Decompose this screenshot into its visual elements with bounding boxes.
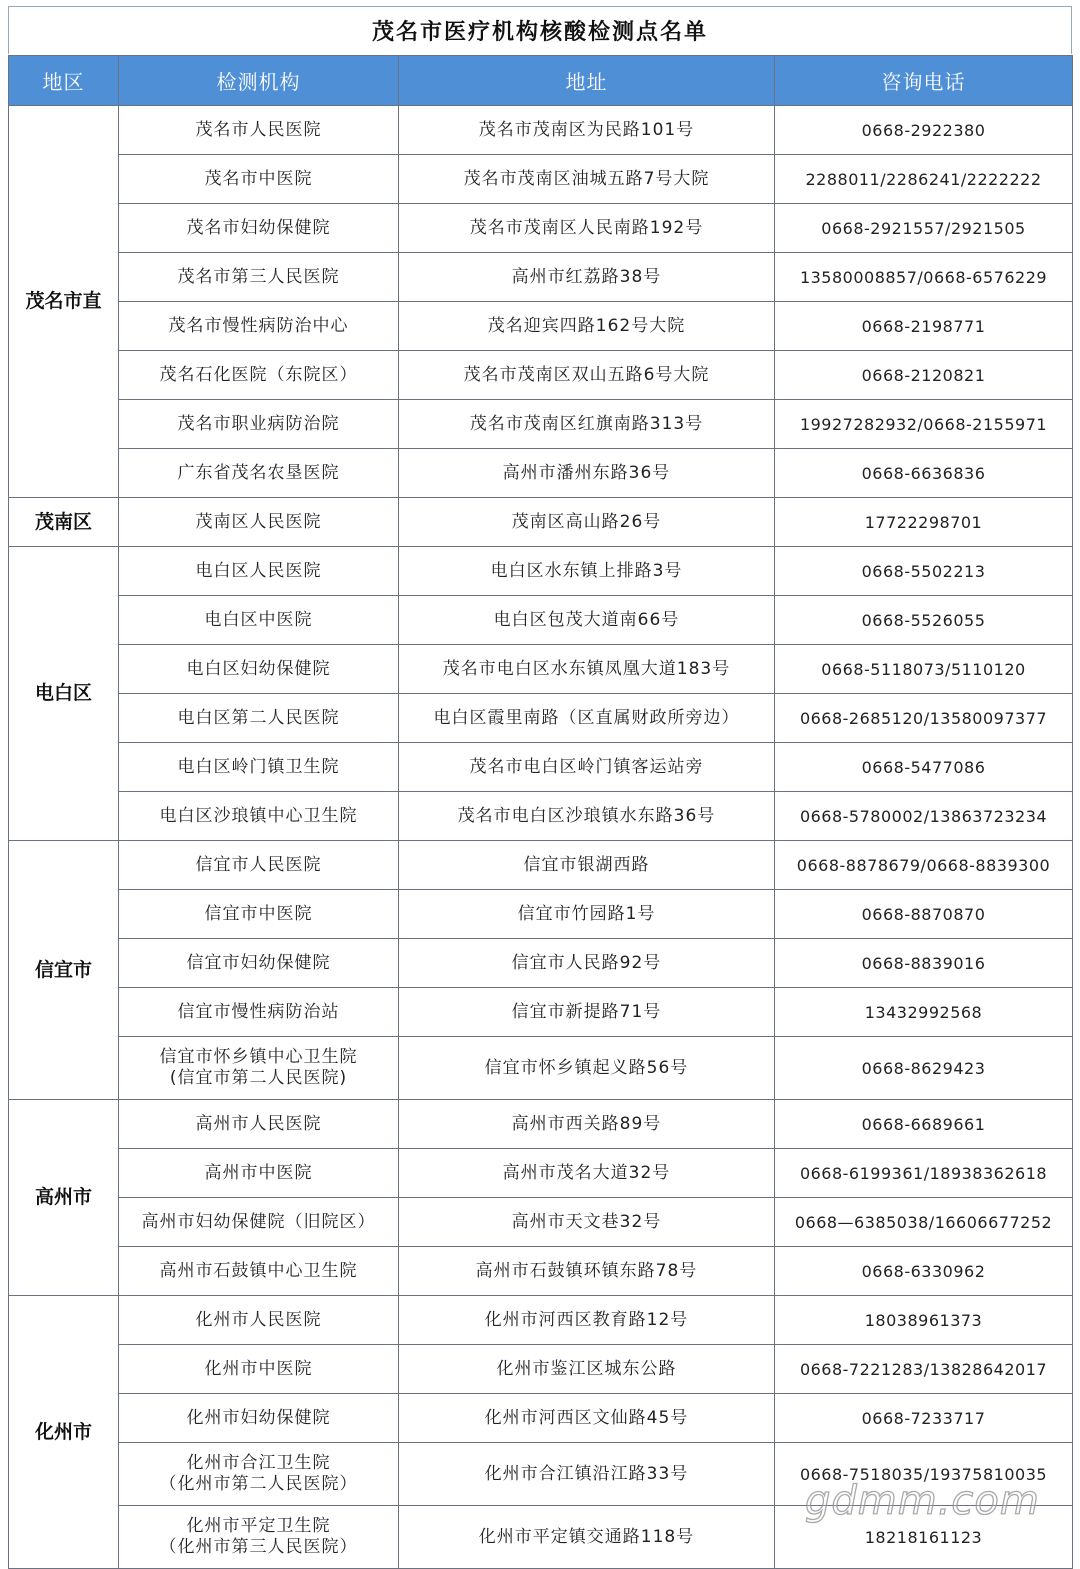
table-row (9, 792, 1073, 841)
address-cell: 茂名市茂南区双山五路6号大院 (399, 351, 775, 400)
phone-cell: 0668-5477086 (775, 743, 1073, 792)
phone-cell: 0668-2685120/13580097377 (775, 694, 1073, 743)
phone-cell: 0668-5502213 (775, 547, 1073, 596)
phone-cell: 18218161123 (775, 1506, 1073, 1569)
table-row (9, 596, 1073, 645)
table-row (9, 449, 1073, 498)
table-row (9, 400, 1073, 449)
table-row (9, 302, 1073, 351)
phone-cell: 18038961373 (775, 1296, 1073, 1345)
phone-cell: 0668—6385038/16606677252 (775, 1198, 1073, 1247)
address-cell: 茂名市茂南区红旗南路313号 (399, 400, 775, 449)
institution-name-line: 信宜市中医院 (204, 903, 313, 924)
institution-cell (119, 1247, 399, 1296)
table-row (9, 1037, 1073, 1100)
institution-name-line: 高州市中医院 (204, 1162, 313, 1183)
phone-cell: 0668-8878679/0668-8839300 (775, 841, 1073, 890)
address-cell: 高州市潘州东路36号 (399, 449, 775, 498)
institution-cell (119, 1296, 399, 1345)
address-cell: 化州市平定镇交通路118号 (399, 1506, 775, 1569)
institution-name-line: 信宜市妇幼保健院 (186, 952, 331, 973)
phone-cell: 0668-8870870 (775, 890, 1073, 939)
institution-cell (119, 253, 399, 302)
institution-name-line: 信宜市慢性病防治站 (177, 1001, 340, 1022)
table-body (9, 106, 1073, 1569)
table-row (9, 743, 1073, 792)
phone-cell: 0668-7518035/19375810035 (775, 1443, 1073, 1506)
address-cell: 高州市茂名大道32号 (399, 1149, 775, 1198)
phone-cell: 0668-5526055 (775, 596, 1073, 645)
region-cell: 信宜市 (9, 841, 119, 1100)
institution-cell (119, 841, 399, 890)
institution-cell (119, 351, 399, 400)
institution-cell (119, 1198, 399, 1247)
address-cell: 信宜市竹园路1号 (399, 890, 775, 939)
phone-cell: 0668-7221283/13828642017 (775, 1345, 1073, 1394)
institution-name-line: 茂南区人民医院 (195, 511, 322, 532)
table-row (9, 351, 1073, 400)
region-cell: 高州市 (9, 1100, 119, 1296)
institution-name-line: 茂名市人民医院 (195, 119, 322, 140)
institution-name-line: (信宜市第二人民医院) (169, 1068, 348, 1088)
institution-cell (119, 1394, 399, 1443)
institution-name-line: 广东省茂名农垦医院 (177, 462, 340, 483)
institution-cell (119, 547, 399, 596)
header-phone: 咨询电话 (775, 56, 1073, 106)
table-row (9, 645, 1073, 694)
institution-name-line: 化州市人民医院 (195, 1309, 322, 1330)
table-row (9, 890, 1073, 939)
watermark-logo: gdmm.com (805, 1478, 1040, 1524)
institution-cell (119, 449, 399, 498)
region-cell: 电白区 (9, 547, 119, 841)
phone-cell: 0668-2922380 (775, 106, 1073, 155)
institution-cell (119, 1100, 399, 1149)
phone-cell: 0668-8839016 (775, 939, 1073, 988)
page-title: 茂名市医疗机构核酸检测点名单 (8, 6, 1072, 54)
institution-name-line: 茂名市中医院 (204, 168, 313, 189)
institution-name-line: 电白区沙琅镇中心卫生院 (159, 805, 358, 826)
address-cell: 电白区包茂大道南66号 (399, 596, 775, 645)
table-row (9, 988, 1073, 1037)
address-cell: 茂名市茂南区为民路101号 (399, 106, 775, 155)
table-row (9, 498, 1073, 547)
address-cell: 化州市河西区文仙路45号 (399, 1394, 775, 1443)
institution-name-line: 茂名石化医院（东院区） (159, 364, 358, 385)
table-row (9, 939, 1073, 988)
address-cell: 茂名市茂南区油城五路7号大院 (399, 155, 775, 204)
table-row (9, 155, 1073, 204)
phone-cell: 19927282932/0668-2155971 (775, 400, 1073, 449)
institution-name-line: （化州市第二人民医院） (159, 1474, 358, 1494)
phone-cell: 0668-6199361/18938362618 (775, 1149, 1073, 1198)
institution-name-line: 化州市中医院 (204, 1358, 313, 1379)
institution-name-line: 茂名市慢性病防治中心 (168, 315, 349, 336)
institution-name-line: 信宜市人民医院 (195, 854, 322, 875)
institution-cell (119, 1345, 399, 1394)
region-cell: 化州市 (9, 1296, 119, 1569)
institution-cell (119, 400, 399, 449)
institution-cell (119, 792, 399, 841)
region-cell: 茂南区 (9, 498, 119, 547)
phone-cell: 2288011/2286241/2222222 (775, 155, 1073, 204)
institution-name-line: 信宜市怀乡镇中心卫生院 (159, 1047, 358, 1067)
phone-cell: 0668-8629423 (775, 1037, 1073, 1100)
institution-name-line: 高州市妇幼保健院（旧院区） (141, 1211, 376, 1232)
table-row (9, 204, 1073, 253)
phone-cell: 0668-6636836 (775, 449, 1073, 498)
address-cell: 茂南区高山路26号 (399, 498, 775, 547)
phone-cell: 13580008857/0668-6576229 (775, 253, 1073, 302)
institution-name-line: 电白区人民医院 (195, 560, 322, 581)
address-cell: 茂名市电白区沙琅镇水东路36号 (399, 792, 775, 841)
phone-cell: 13432992568 (775, 988, 1073, 1037)
institution-cell (119, 596, 399, 645)
institution-name-line: 茂名市妇幼保健院 (186, 217, 331, 238)
table-row (9, 1100, 1073, 1149)
phone-cell: 0668-6689661 (775, 1100, 1073, 1149)
address-cell: 电白区霞里南路（区直属财政所旁边） (399, 694, 775, 743)
address-cell: 茂名市电白区水东镇凤凰大道183号 (399, 645, 775, 694)
institution-cell (119, 694, 399, 743)
institution-name-line: 电白区第二人民医院 (177, 707, 340, 728)
address-cell: 高州市西关路89号 (399, 1100, 775, 1149)
institution-cell (119, 1443, 399, 1506)
table-row (9, 1198, 1073, 1247)
institution-name-line: 化州市平定卫生院 (186, 1516, 331, 1536)
address-cell: 高州市天文巷32号 (399, 1198, 775, 1247)
institution-cell (119, 155, 399, 204)
header-address: 地址 (399, 56, 775, 106)
institution-name-line: 化州市妇幼保健院 (186, 1407, 331, 1428)
header-region: 地区 (9, 56, 119, 106)
address-cell: 化州市鉴江区城东公路 (399, 1345, 775, 1394)
institution-cell (119, 1037, 399, 1100)
table-row (9, 1345, 1073, 1394)
address-cell: 化州市合江镇沿江路33号 (399, 1443, 775, 1506)
address-cell: 高州市石鼓镇环镇东路78号 (399, 1247, 775, 1296)
table-row (9, 547, 1073, 596)
institution-cell (119, 1506, 399, 1569)
address-cell: 信宜市银湖西路 (399, 841, 775, 890)
institution-cell (119, 1149, 399, 1198)
institution-cell (119, 302, 399, 351)
address-cell: 信宜市怀乡镇起义路56号 (399, 1037, 775, 1100)
institution-cell (119, 939, 399, 988)
address-cell: 茂名市茂南区人民南路192号 (399, 204, 775, 253)
phone-cell: 17722298701 (775, 498, 1073, 547)
phone-cell: 0668-7233717 (775, 1394, 1073, 1443)
table-header-row (9, 56, 1073, 106)
address-cell: 电白区水东镇上排路3号 (399, 547, 775, 596)
phone-cell: 0668-2120821 (775, 351, 1073, 400)
region-cell: 茂名市直 (9, 106, 119, 498)
institution-cell (119, 204, 399, 253)
table-row (9, 841, 1073, 890)
table-row (9, 1506, 1073, 1569)
phone-cell: 0668-6330962 (775, 1247, 1073, 1296)
address-cell: 信宜市新提路71号 (399, 988, 775, 1037)
institution-name-line: （化州市第三人民医院） (159, 1537, 358, 1557)
institution-name-line: 高州市人民医院 (195, 1113, 322, 1134)
institution-name-line: 化州市合江卫生院 (186, 1453, 331, 1473)
institution-name-line: 高州市石鼓镇中心卫生院 (159, 1260, 358, 1281)
institution-name-line: 茂名市第三人民医院 (177, 266, 340, 287)
table-row (9, 1296, 1073, 1345)
table-row (9, 1443, 1073, 1506)
institution-name-line: 电白区中医院 (204, 609, 313, 630)
testing-sites-table (8, 55, 1073, 1569)
phone-cell: 0668-5780002/13863723234 (775, 792, 1073, 841)
institution-cell (119, 743, 399, 792)
address-cell: 茂名迎宾四路162号大院 (399, 302, 775, 351)
institution-cell (119, 498, 399, 547)
phone-cell: 0668-2921557/2921505 (775, 204, 1073, 253)
institution-cell (119, 890, 399, 939)
header-institution: 检测机构 (119, 56, 399, 106)
institution-cell (119, 988, 399, 1037)
institution-name-line: 茂名市职业病防治院 (177, 413, 340, 434)
institution-name-line: 电白区妇幼保健院 (186, 658, 331, 679)
phone-cell: 0668-5118073/5110120 (775, 645, 1073, 694)
table-row (9, 1247, 1073, 1296)
institution-cell (119, 106, 399, 155)
address-cell: 信宜市人民路92号 (399, 939, 775, 988)
table-row (9, 106, 1073, 155)
institution-cell (119, 645, 399, 694)
table-row (9, 1394, 1073, 1443)
address-cell: 化州市河西区教育路12号 (399, 1296, 775, 1345)
address-cell: 茂名市电白区岭门镇客运站旁 (399, 743, 775, 792)
address-cell: 高州市红荔路38号 (399, 253, 775, 302)
phone-cell: 0668-2198771 (775, 302, 1073, 351)
table-row (9, 694, 1073, 743)
table-row (9, 253, 1073, 302)
table-row (9, 1149, 1073, 1198)
institution-name-line: 电白区岭门镇卫生院 (177, 756, 340, 777)
